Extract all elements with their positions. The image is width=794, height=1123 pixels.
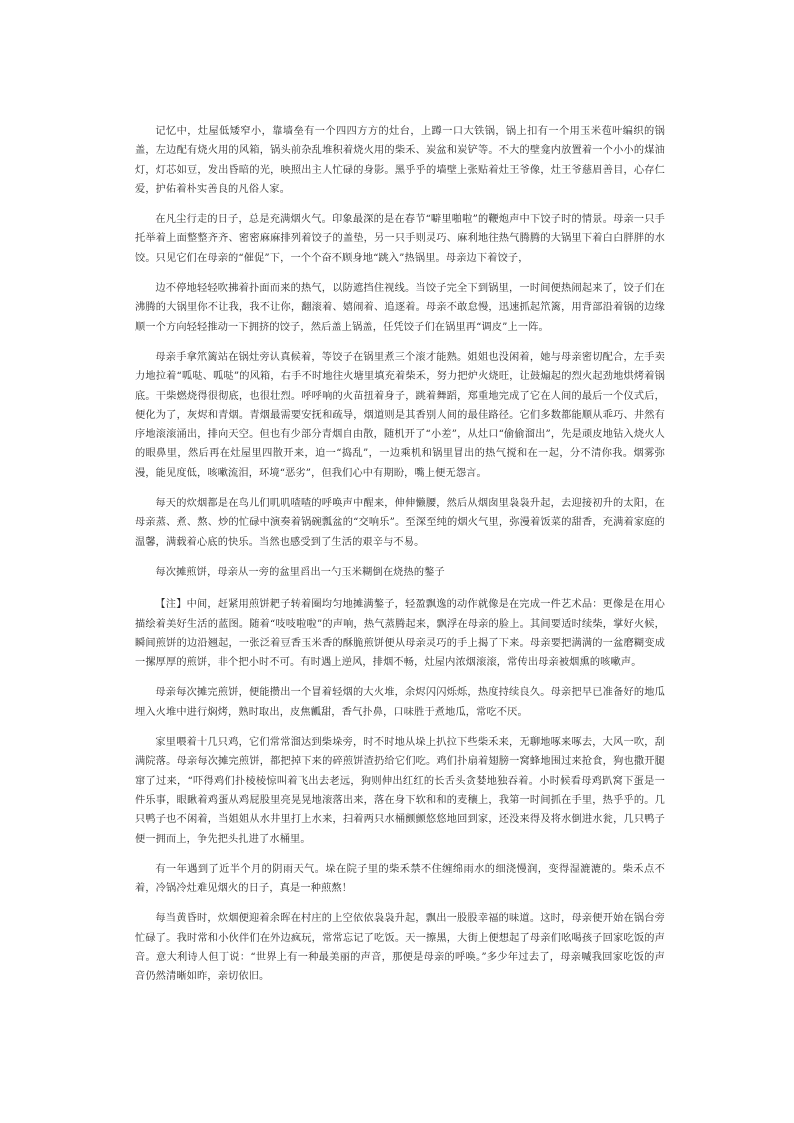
paragraph-1: 记忆中，灶屋低矮窄小，靠墙垒有一个四四方方的灶台，上蹲一口大铁锅，锅上扣有一个用玉米苞叶编织的锅盖，左边配有烧火用的风箱，锅头前杂乱堆积着烧火用的柴禾、炭盆和炭铲等。不大的壁龛内放置着一个小小的煤油灯，灯芯如豆，发出昏暗的光，映照出主人忙碌的身影。黑乎乎的墙壁上张贴着灶王爷像，灶王爷慈眉善目，心存仁爱，护佑着朴实善良的凡俗人家。: [135, 126, 665, 195]
paragraph-11: 每当黄昏时，炊烟便迎着余晖在村庄的上空依依袅袅升起，飘出一股股幸福的味道。这时，母亲便开始在锅台旁忙碌了。我时常和小伙伴们在外边疯玩，常常忘记了吃饭。天一擦黑，大街上便想起了母亲们吆喝孩子回家吃饭的声音。意大利诗人但丁说：“世界上有一种最美丽的声音，那便是母亲的呼唤。”多少年过去了，母亲喊我回家吃饭的声音仍然清晰如昨，亲切依旧。: [135, 913, 665, 983]
paragraph-3: 边不停地轻轻吹拂着扑面而来的热气，以防遮挡住视线。当饺子完全下到锅里，一时间便热闹起来了，饺子们在沸腾的大锅里你不让我，我不让你，翻滚着、嬉闹着、追逐着。母亲不敢怠慢，迅速抓起笊篱，用背部沿着锅的边缘顺一个方向轻轻推动一下拥挤的饺子，然后盖上锅盖，任凭饺子们在锅里再“调皮”上一阵。: [135, 283, 665, 333]
paragraph-4: 母亲手拿笊篱站在锅灶旁认真候着，等饺子在锅里煮三个滚才能熟。姐姐也没闲着，她与母亲密切配合，左手卖力地拉着“呱哒、呱哒”的风箱，右手不时地往火塘里填充着柴禾，努力把炉火烧旺，让鼓煽起的烈火起劲地烘烤着锅底。干柴燃烧得很彻底，也很壮烈。呼呼响的火苗扭着身子，跳着舞蹈，郑重地完成了它在人间的最后一个仪式后，便化为了，灰烬和青烟。青烟最需要安抚和疏导，烟道则是其香别人间的最佳路径。它们多数都能顺从乖巧、井然有序地滚滚涌出，排向天空。但也有少部分青烟自由散，随机开了“小差”，从灶口“偷偷溜出”，先是顽皮地钻入烧火人的眼鼻里，然后再在灶屋里四散开来，迫一“捣乱”，一边乘机和锅里冒出的热气搅和在一起，分不清你我。烟雾弥漫，能见度低，咳嗽流泪，环境“恶劣”，但我们心中有期盼，嘴上便无怨言。: [135, 351, 665, 479]
paragraph-10: 有一年遇到了近半个月的阴雨天气。垛在院子里的柴禾禁不住缠绵雨水的细浇慢润，变得湿漉漉的。柴禾点不着，冷锅冷灶难见烟火的日子，真是一种煎熬！: [135, 863, 665, 895]
paragraph-9: 家里喂着十几只鸡，它们常常溜达到柴垛旁，时不时地从垛上扒拉下些柴禾来，无聊地啄来啄去，大风一吹，刮满院落。母亲每次摊完煎饼，都把掉下来的碎煎饼渣扔给它们吃。鸡们扑扇着翅膀一窝蜂地围过来抢食，狗也撒开腿窜了过来，“吓得鸡们扑棱棱惊叫着飞出去老远，狗则伸出红红的长舌头贪婪地独吞着。小时候看母鸡趴窝下蛋是一件乐事，眼瞅着鸡蛋从鸡屁股里亮晃晃地滚落出来，落在身下软和和的麦穰上，我第一时间抓在手里，热乎乎的。几只鸭子也不闲着，当姐姐从水井里打上水来，扫着两只水桶颤颤悠悠地回到家，还没来得及将水倒进水瓮，几只鸭子便一拥而上，争先把头扎进了水桶里。: [135, 737, 665, 845]
document-body: [135, 122, 665, 998]
paragraph-7-note: 【注】中间，赶紧用煎饼耙子转着圈均匀地摊满鏊子，轻盈飘逸的动作就像是在完成一件艺术品：更像是在用心描绘着美好生活的蓝图。随着“吱吱啦啦”的声响，热气蒸腾起来，飘浮在母亲的脸上。其间要适时续柴，掌好火候，瞬间煎饼的边沿翘起，一张泛着豆香玉米香的酥脆煎饼便从母亲灵巧的手上揭了下来。母亲要把满满的一盆磨糊变成一摞厚厚的煎饼，非个把小时不可。有时遇上逆风，排烟不畅，灶屋内浓烟滚滚，常传出母亲被烟熏的咳嗽声。: [135, 599, 665, 669]
paragraph-5: 每天的炊烟都是在鸟儿们叽叽喳喳的呼唤声中醒来，伸伸懒腰，然后从烟囱里袅袅升起，去迎接初升的太阳，在母亲蒸、煮、熬、炒的忙碌中演奏着锅碗瓢盆的“交响乐”。至深至纯的烟火气里，弥漫着饭菜的甜香，充满着家庭的温馨，满载着心底的快乐。当然也感受到了生活的艰辛与不易。: [135, 498, 665, 548]
paragraph-2: 在凡尘行走的日子，总是充满烟火气。印象最深的是在春节“噼里啪啦”的鞭炮声中下饺子时的情景。母亲一只手托举着上面整整齐齐、密密麻麻排列着饺子的盖垫，另一只手则灵巧、麻利地往热气腾腾的大锅里下着白白胖胖的水饺。只见它们在母亲的“催促”下，一个个奋不顾身地“跳入”热锅里。母亲边下着饺子，: [135, 214, 665, 264]
paragraph-8: 母亲每次摊完煎饼，便能攒出一个冒着轻烟的大火堆，余烬闪闪烁烁，热度持续良久。母亲把早已准备好的地瓜埋入火堆中进行焖烤，熟时取出，皮焦瓤甜，香气扑鼻，口味胜于煮地瓜，常吃不厌。: [135, 687, 665, 718]
paragraph-6: 每次摊煎饼，母亲从一旁的盆里舀出一勺玉米糊倒在烧热的鏊子: [155, 566, 445, 578]
